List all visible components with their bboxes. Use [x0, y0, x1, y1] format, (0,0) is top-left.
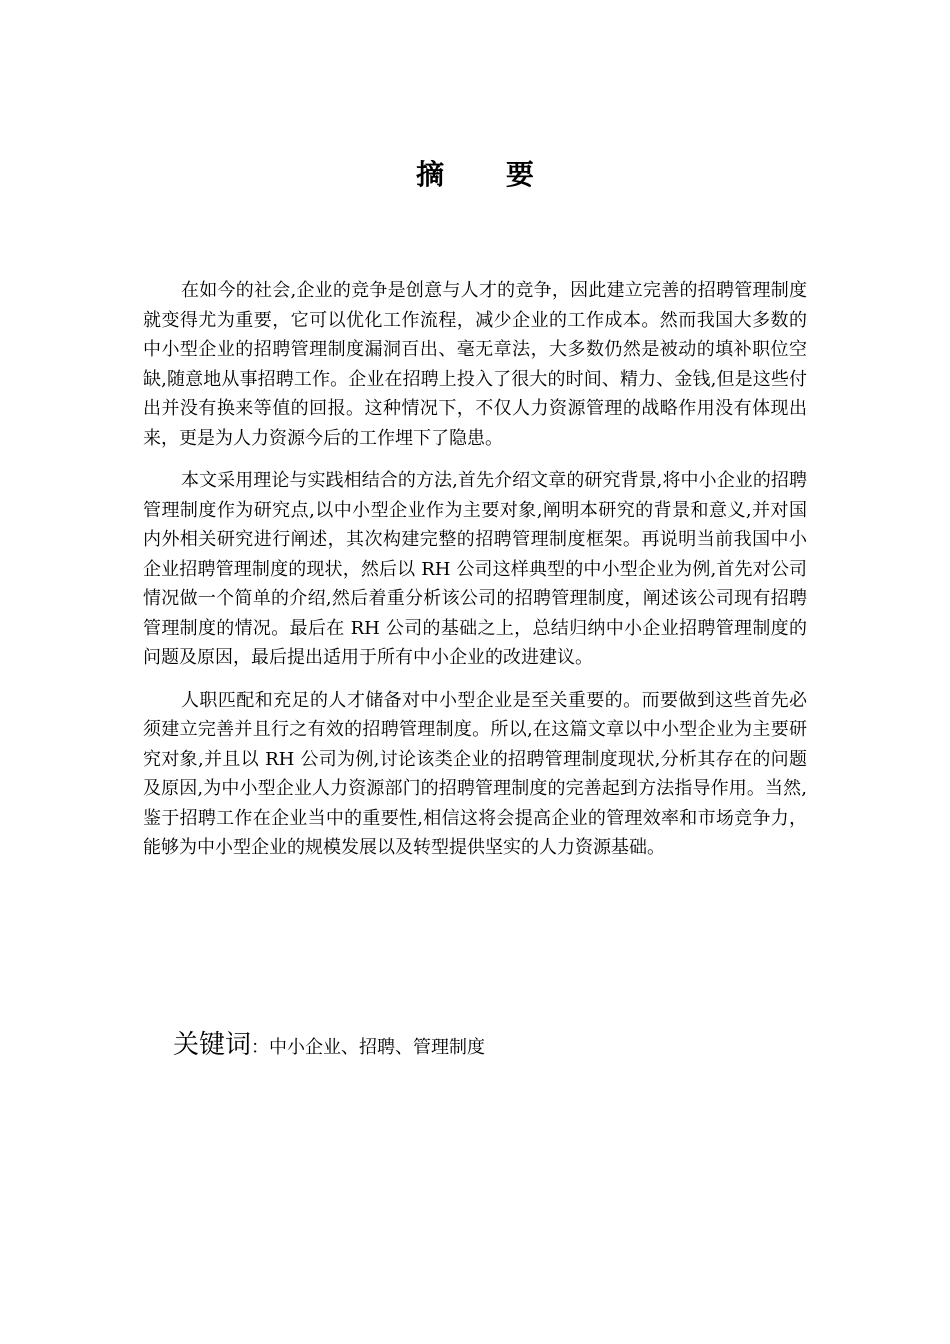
keywords-separator: ：	[251, 1037, 270, 1058]
abstract-title: 摘 要	[416, 158, 560, 191]
keywords-line	[173, 1027, 485, 1066]
abstract-body	[143, 276, 807, 876]
abstract-paragraph-3: 人职匹配和充足的人才储备对中小型企业是至关重要的。而要做到这些首先必须建立完善并且行之有效的招聘管理制度。所以,在这篇文章以中小型企业为主要研究对象,并且以 RH 公司为例,讨论该类企业的招聘管理制度现状,分析其存在的问题及原因,为中小型企业人力资源部门的招聘管理制度的完善起到方法指导作用。当然,鉴于招聘工作在企业当中的重要性,相信这将会提高企业的管理效率和市场竞争力，能够为中小型企业的规模发展以及转型提供坚实的人力资源基础。	[143, 689, 807, 858]
keywords-value: 中小企业、招聘、管理制度	[269, 1037, 486, 1058]
abstract-paragraph-1: 在如今的社会,企业的竞争是创意与人才的竞争，因此建立完善的招聘管理制度就变得尤为重要，它可以优化工作流程，减少企业的工作成本。然而我国大多数的中小型企业的招聘管理制度漏洞百出、毫无章法，大多数仍然是被动的填补职位空缺,随意地从事招聘工作。企业在招聘上投入了很大的时间、精力、金钱,但是这些付出并没有换来等值的回报。这种情况下，不仅人力资源管理的战略作用没有体现出来，更是为人力资源今后的工作埋下了隐患。	[143, 280, 807, 449]
abstract-paragraph-2: 本文采用理论与实践相结合的方法,首先介绍文章的研究背景,将中小企业的招聘管理制度作为研究点,以中小型企业作为主要对象,阐明本研究的背景和意义,并对国内外相关研究进行阐述，其次构建完整的招聘管理制度框架。再说明当前我国中小企业招聘管理制度的现状，然后以 RH 公司这样典型的中小型企业为例,首先对公司情况做一个简单的介绍,然后着重分析该公司的招聘管理制度，阐述该公司现有招聘管理制度的情况。最后在 RH 公司的基础之上，总结归纳中小企业招聘管理制度的问题及原因，最后提出适用于所有中小企业的改进建议。	[143, 470, 807, 668]
keywords-label: 关键词	[173, 1030, 252, 1060]
